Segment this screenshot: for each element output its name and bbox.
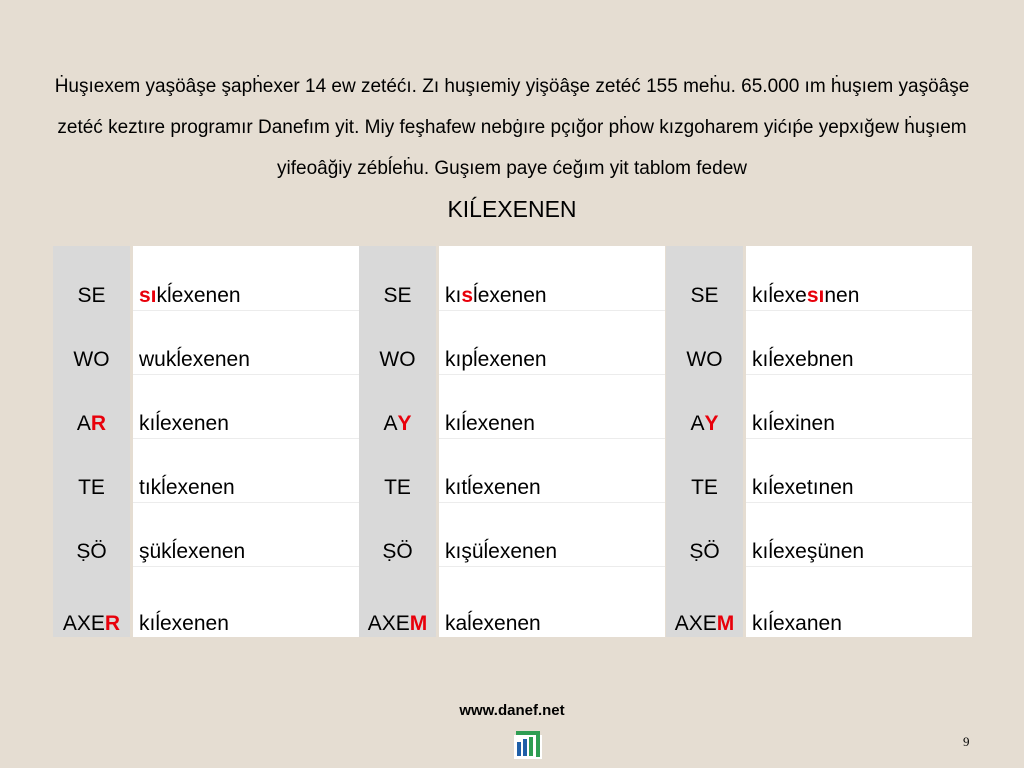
text-part: M (409, 612, 428, 635)
row-word (439, 348, 547, 372)
text-part: ṢÖ (76, 540, 107, 563)
text-part: kıĺexebnen (752, 348, 854, 371)
row-word (439, 540, 557, 564)
text-part: A (383, 412, 398, 435)
text-part: R (90, 412, 107, 435)
intro-paragraph: Ḣuşıexem yaşöâşe şapḣexer 14 ew zetéćı. Zı huşıemiy yişöâşe zetéć 155 meḣu. 65.000 ım ḣuşıem yaşöâşe zetéć keztıre programır Danefım yit. Miy feşhafew nebġıre pçığor pḣow kızgoharem yićıṕe yepxığew ḣuşıem yifeoâğiy zébĺeḣu. Guşıem paye ćeğım yit tablom fedew (54, 76, 970, 179)
row-word (133, 476, 235, 500)
row-code (359, 412, 436, 436)
table-row (53, 392, 229, 456)
row-code (53, 412, 130, 436)
text-part: kıĺexenen (139, 412, 229, 435)
row-code (53, 476, 130, 500)
row-code (53, 348, 130, 372)
text-part: kĺexenen (156, 284, 241, 307)
table-row (666, 328, 854, 392)
text-part: wukĺexenen (139, 348, 250, 371)
row-word (439, 284, 547, 308)
row-word (439, 476, 541, 500)
text-part: WO (379, 348, 416, 371)
row-code (53, 612, 130, 636)
table-row (359, 592, 541, 656)
text-part: SE (77, 284, 106, 307)
text-part: kıpĺexenen (445, 348, 547, 371)
text-part: AXE (367, 612, 410, 635)
table-row (53, 456, 235, 520)
table-column-2 (359, 246, 665, 637)
row-code (666, 348, 743, 372)
text-part: tıkĺexenen (139, 476, 235, 499)
text-part: ṢÖ (382, 540, 413, 563)
row-code (359, 476, 436, 500)
table-row (666, 264, 859, 328)
text-part: TE (691, 476, 718, 499)
table-row (359, 392, 535, 456)
text-part: AXE (62, 612, 105, 635)
danef-logo-icon (512, 728, 544, 760)
text-part: sı (139, 284, 157, 307)
text-part: kı (445, 284, 462, 307)
row-word (746, 284, 859, 308)
text-part: ṢÖ (689, 540, 720, 563)
row-word (133, 348, 250, 372)
text-part: şükĺexenen (139, 540, 246, 563)
site-url: www.danef.net (459, 702, 565, 719)
text-part: AXE (674, 612, 717, 635)
row-code (359, 612, 436, 636)
text-part: kıĺexenen (139, 612, 229, 635)
table-row (359, 328, 547, 392)
row-word (746, 476, 854, 500)
text-part: kıĺexe (752, 284, 807, 307)
text-part: A (76, 412, 91, 435)
row-word (746, 540, 864, 564)
row-code (359, 540, 436, 564)
text-part: kıĺexinen (752, 412, 835, 435)
table-row (666, 392, 835, 456)
table-row (53, 328, 250, 392)
text-part: s (461, 284, 474, 307)
text-part: kıĺexetınen (752, 476, 854, 499)
row-word (439, 612, 541, 636)
text-part: TE (384, 476, 411, 499)
text-part: SE (383, 284, 412, 307)
text-part: M (716, 612, 735, 635)
row-code (53, 540, 130, 564)
text-part: WO (686, 348, 723, 371)
text-part: sı (806, 284, 825, 307)
row-code (666, 540, 743, 564)
text-part: kıĺexeşünen (752, 540, 865, 563)
text-part: TE (78, 476, 105, 499)
row-code (666, 612, 743, 636)
word-table (53, 246, 979, 637)
table-column-3 (666, 246, 972, 637)
text-part: ĺexenen (473, 284, 547, 307)
table-row (666, 592, 842, 656)
row-word (133, 612, 229, 636)
table-row (359, 264, 547, 328)
table-row (666, 520, 864, 584)
table-row (359, 520, 557, 584)
row-code (359, 348, 436, 372)
table-heading: KIĹEXENEN (447, 196, 577, 222)
table-row (53, 592, 229, 656)
row-word (746, 612, 842, 636)
text-part: SE (690, 284, 719, 307)
table-column-1 (53, 246, 359, 637)
table-row (53, 264, 241, 328)
row-code (53, 284, 130, 308)
text-part: R (104, 612, 121, 635)
row-word (439, 412, 535, 436)
row-word (746, 348, 854, 372)
row-code (666, 412, 743, 436)
text-part: nen (824, 284, 860, 307)
text-part: kışüĺexenen (445, 540, 558, 563)
row-word (746, 412, 835, 436)
text-part: A (690, 412, 705, 435)
text-part: Y (397, 412, 412, 435)
text-part: kaĺexenen (445, 612, 541, 635)
row-code (359, 284, 436, 308)
table-row (666, 456, 854, 520)
table-row (359, 456, 541, 520)
row-word (133, 284, 241, 308)
table-row (53, 520, 245, 584)
text-part: kıĺexanen (752, 612, 842, 635)
text-part: WO (73, 348, 110, 371)
text-part: Y (704, 412, 719, 435)
text-part: kıĺexenen (445, 412, 535, 435)
text-part: kıtĺexenen (445, 476, 541, 499)
row-code (666, 476, 743, 500)
row-word (133, 412, 229, 436)
row-code (666, 284, 743, 308)
row-word (133, 540, 245, 564)
page-number: 9 (963, 734, 970, 749)
